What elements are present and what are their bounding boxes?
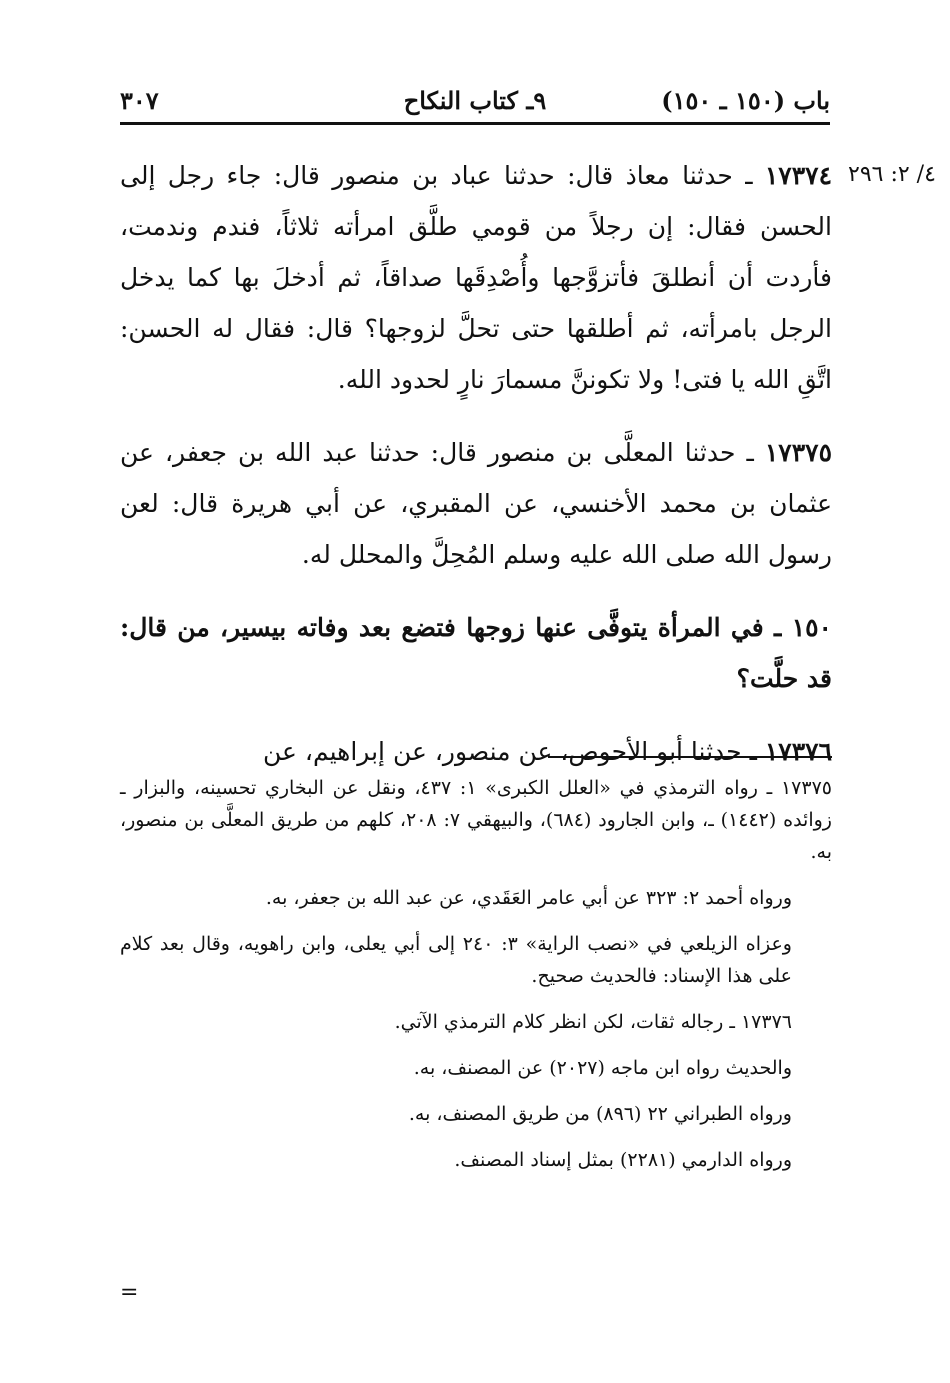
hadith-text: ـ حدثنا معاذ قال: حدثنا عباد بن منصور قال: جاء رجل إلى الحسن فقال: إن رجلاً من قومي طلَّق امرأته ثلاثاً، فندم وندمت، فأردت أن أنطلقَ فأتزوَّجها وأُصْدِقَها صداقاً، ثم أدخلَ بها كما يدخل الرجل بامرأته، ثم أطلقها حتى تحلَّ لزوجها؟ قال: فقال له الحسن: اتَّقِ الله يا فتى! ولا تكوننَّ مسمارَ نارٍ لحدود الله. bbox=[120, 161, 832, 394]
chapter-heading: باب (١٥٠ ـ ١٥٠) bbox=[661, 86, 830, 115]
hadith-17374 bbox=[120, 150, 832, 405]
hadith-text: ـ حدثنا أبو الأحوص، عن منصور، عن إبراهيم، عن bbox=[263, 737, 765, 766]
hadith-number: ١٧٣٧٦ bbox=[764, 737, 832, 766]
hadith-17375 bbox=[120, 427, 832, 580]
margin-reference: ٤/ ٢: ٢٩٦ bbox=[848, 162, 936, 187]
footnote: ورواه أحمد ٢: ٣٢٣ عن أبي عامر العَقَدي، عن عبد الله بن جعفر، به. bbox=[265, 887, 792, 909]
hadith-17376 bbox=[120, 726, 832, 777]
continuation-mark: = bbox=[120, 1280, 139, 1305]
page-header bbox=[120, 82, 830, 125]
main-text bbox=[120, 150, 832, 799]
page-number: ٣٠٧ bbox=[120, 86, 159, 115]
footnote: ١٧٣٧٦ ـ رجاله ثقات، لكن انظر كلام الترمذي الآتي. bbox=[394, 1011, 792, 1033]
footnote: ورواه الدارمي (٢٢٨١) بمثل إسناد المصنف. bbox=[454, 1149, 792, 1171]
footnote: وعزاه الزيلعي في «نصب الراية» ٣: ٢٤٠ إلى أبي يعلى، وابن راهويه، وقال بعد كلام على هذا الإسناد: فالحديث صحيح. bbox=[120, 933, 792, 987]
hadith-number: ١٧٣٧٥ bbox=[764, 438, 832, 467]
footnote: ١٧٣٧٥ ـ رواه الترمذي في «العلل الكبرى» ١: ٤٣٧، ونقل عن البخاري تحسينه، والبزار ـ زوائده (١٤٤٢) ـ، وابن الجارود (٦٨٤)، والبيهقي ٧: ٢٠٨، كلهم من طريق المعلَّى بن منصور، به. bbox=[120, 777, 832, 863]
footnote-separator bbox=[548, 756, 832, 758]
hadith-text: ـ حدثنا المعلَّى بن منصور قال: حدثنا عبد الله بن جعفر، عن عثمان بن محمد الأخنسي، عن المقبري، عن أبي هريرة قال: لعن رسول الله صلى الله عليه وسلم المُحِلَّ والمحلل له. bbox=[120, 438, 832, 569]
footnote: ورواه الطبراني ٢٢ (٨٩٦) من طريق المصنف، به. bbox=[408, 1103, 792, 1125]
footnote: والحديث رواه ابن ماجه (٢٠٢٧) عن المصنف، به. bbox=[413, 1057, 792, 1079]
section-heading: ١٥٠ ـ في المرأة يتوفَّى عنها زوجها فتضع بعد وفاته بيسير، من قال: قد حلَّت؟ bbox=[120, 613, 832, 693]
book-title: ٩ـ كتاب النكاح bbox=[403, 86, 547, 115]
footnotes bbox=[120, 772, 832, 1190]
hadith-number: ١٧٣٧٤ bbox=[764, 161, 832, 190]
